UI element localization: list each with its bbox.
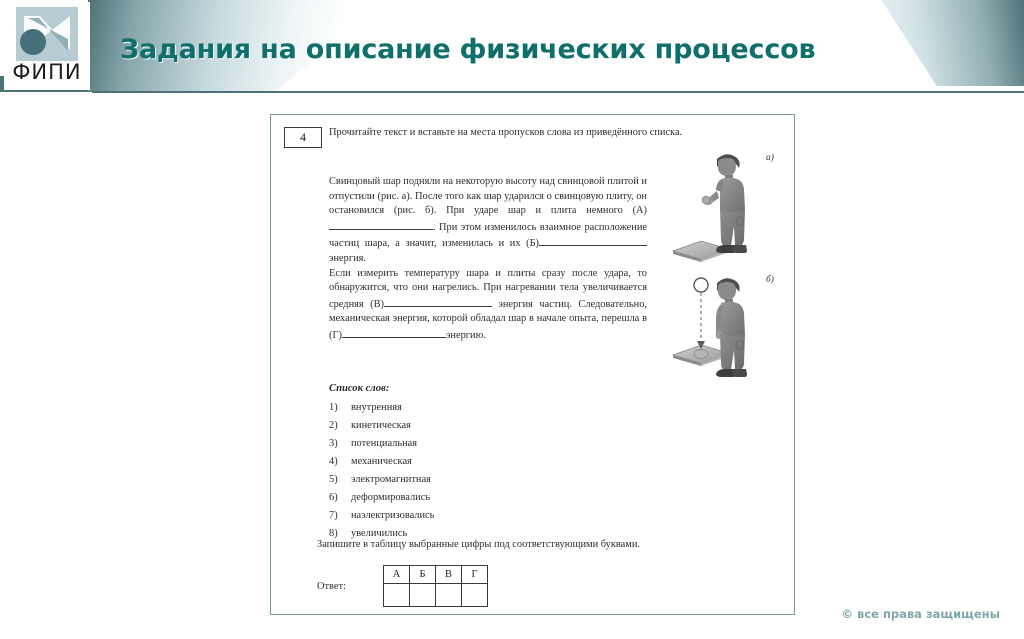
- table-row: [384, 584, 488, 607]
- list-item: [329, 453, 434, 471]
- list-item-number: 3): [329, 438, 338, 449]
- fipi-logo-text: ФИПИ: [12, 60, 82, 84]
- list-item: [329, 489, 434, 507]
- blank-b: [539, 235, 647, 246]
- list-item-number: 4): [329, 456, 338, 467]
- answer-header-cell: В: [436, 566, 462, 584]
- blank-v: [384, 296, 492, 307]
- answer-value-cell[interactable]: [410, 584, 436, 607]
- list-item: [329, 399, 434, 417]
- task-prompt: Прочитайте текст и вставьте на места пропусков слова из приведённого списка.: [329, 127, 683, 138]
- list-item-label: наэлектризовались: [351, 510, 435, 521]
- list-item-label: механическая: [351, 456, 412, 467]
- list-item-number: 2): [329, 420, 338, 431]
- figure-a-group: [673, 154, 747, 262]
- task-paragraph-1: [329, 175, 647, 267]
- answer-label: Ответ:: [317, 581, 346, 592]
- slide-header: [0, 0, 1024, 100]
- word-list: [329, 399, 434, 543]
- header-rule: [92, 91, 1024, 93]
- page-title: Задания на описание физических процессов: [120, 34, 816, 65]
- blank-g: [342, 327, 446, 338]
- list-item-label: внутренняя: [351, 402, 402, 413]
- answer-header-cell: А: [384, 566, 410, 584]
- task-paragraph-2: [329, 267, 647, 344]
- figure-b-label: б): [766, 275, 774, 285]
- list-item-label: потенциальная: [351, 438, 418, 449]
- list-item-label: электромагнитная: [351, 474, 431, 485]
- paragraph-1-part-3: энергия.: [329, 252, 367, 264]
- figure-a-label: а): [766, 153, 774, 163]
- physics-experiment-illustration: [671, 149, 787, 389]
- list-item-number: 7): [329, 510, 338, 521]
- answer-value-cell[interactable]: [462, 584, 488, 607]
- list-item-label: кинетическая: [351, 420, 411, 431]
- fipi-logo: [4, 2, 90, 90]
- paragraph-2-part-3: энергию.: [445, 329, 486, 341]
- task-body-text: [329, 175, 647, 344]
- answer-header-cell: Б: [410, 566, 436, 584]
- figures-column: [671, 149, 787, 389]
- paragraph-2-part-2: энергия частиц. Следовательно, механическая энергия, которой обладал шар в начале опыта, перешла в (Г): [329, 298, 647, 341]
- list-item-number: 1): [329, 402, 338, 413]
- paragraph-1-part-2: . При этом изменилось взаимное расположение частиц шара, а значит, изменилась и их (Б): [329, 221, 647, 250]
- answer-instruction: Запишите в таблицу выбранные цифры под соответствующими буквами.: [317, 539, 641, 550]
- list-item: [329, 507, 434, 525]
- list-item-label: деформировались: [351, 492, 431, 503]
- task-number-box: 4: [284, 127, 322, 148]
- list-item-number: 6): [329, 492, 338, 503]
- answer-value-cell[interactable]: [384, 584, 410, 607]
- table-row: [384, 566, 488, 584]
- answer-value-cell[interactable]: [436, 584, 462, 607]
- list-item-number: 5): [329, 474, 338, 485]
- list-item: [329, 471, 434, 489]
- paragraph-1-part-1: Свинцовый шар подняли на некоторую высоту над свинцовой плитой и отпустили (рис. а). После того как шар ударился о свинцовую плиту, он остановился (рис. б). При ударе шар и плита немного (А): [329, 176, 647, 217]
- fipi-logo-icon: [14, 6, 80, 62]
- list-item-label: увеличились: [351, 528, 408, 539]
- exam-task-document: [270, 114, 795, 615]
- answer-header-cell: Г: [462, 566, 488, 584]
- list-item: [329, 417, 434, 435]
- list-item: [329, 435, 434, 453]
- answer-table: [383, 565, 488, 607]
- figure-b-group: [673, 278, 747, 377]
- word-list-title: Список слов:: [329, 383, 390, 394]
- paragraph-2-part-1: Если измерить температуру шара и плиты сразу после удара, то обнаружится, что они нагрелись. При нагревании тела увеличивается средняя (В): [329, 267, 647, 310]
- copyright-notice: © все права защищены: [841, 607, 1000, 621]
- list-item-number: 8): [329, 528, 338, 539]
- blank-a: [329, 219, 433, 230]
